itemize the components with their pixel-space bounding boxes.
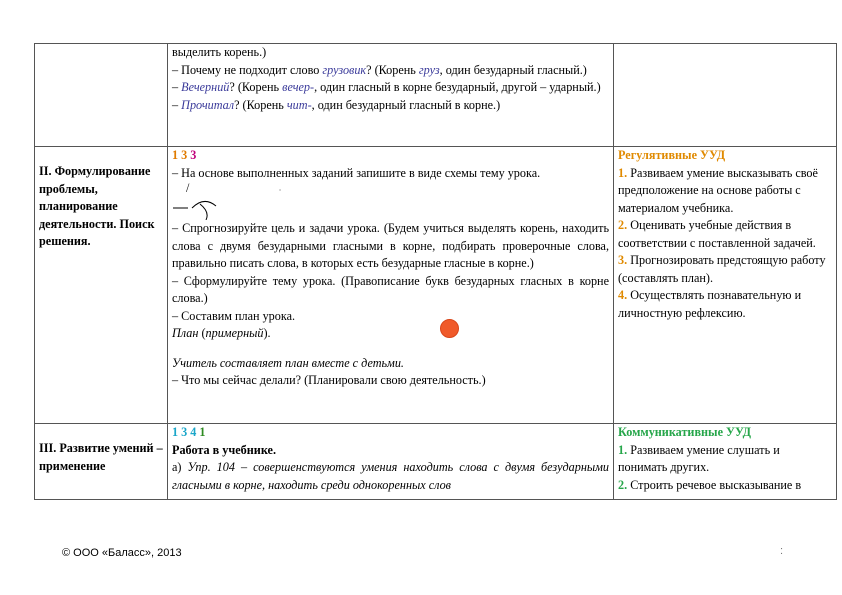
- task-text: – Спрогнозируйте цель и задачи урока. (Будем учиться выделять корень, находить слова с двумя безударными гласными в корне, подбирать проверочные слова, правильно писать слова, в которых есть безударные гласные в корне.): [172, 221, 609, 270]
- task-text: а) Упр. 104 – совершенствуются умения находить слова с двумя безударными гласными в корне, находить среди однокоренных слов: [172, 460, 610, 492]
- uud-item: 1. Развиваем умение слушать и понимать других.: [618, 442, 780, 474]
- root-scheme: [172, 182, 609, 220]
- stage-cell: [35, 147, 168, 424]
- uud-title: Регулятивные УУД: [618, 148, 726, 162]
- text-line: – Почему не подходит слово грузовик? (Корень груз, один безударный гласный.): [172, 62, 587, 77]
- content-cell: [168, 44, 614, 147]
- scheme-slash: /: [186, 181, 190, 195]
- text-line: – Прочитал? (Корень чит-, один безударный гласный в корне.): [172, 97, 501, 112]
- table-row: [35, 147, 837, 424]
- footer-copyright: © ООО «Баласс», 2013: [62, 547, 182, 559]
- uud-cell: [614, 44, 837, 147]
- slide-numbers: 1 3 4 1: [172, 425, 206, 439]
- uud-cell: [614, 147, 837, 424]
- task-text: – Что мы сейчас делали? (Планировали свою деятельность.): [172, 373, 486, 387]
- footer-mark: :: [780, 545, 784, 557]
- table-row: [35, 424, 837, 500]
- stage-title: II. Формулирование проблемы, планирование деятельности. Поиск решения.: [39, 164, 155, 248]
- section-title: Работа в учебнике.: [172, 442, 276, 457]
- uud-item: 3. Прогнозировать предстоящую работу (составлять план).: [618, 253, 826, 285]
- teacher-note: Учитель составляет план вместе с детьми.: [172, 355, 404, 370]
- uud-item: 2. Строить речевое высказывание в: [618, 477, 802, 492]
- slide-numbers: 1 3 3: [172, 148, 197, 162]
- uud-item: 2. Оценивать учебные действия в соответствии с поставленной задачей.: [618, 218, 816, 250]
- scheme-tick: ˈ: [278, 187, 283, 201]
- content-cell: [168, 424, 614, 500]
- task-text: – На основе выполненных заданий запишите в виде схемы тему урока.: [172, 165, 541, 180]
- marker-circle-icon: [440, 319, 459, 338]
- arc-icon: [172, 194, 232, 220]
- stage-cell: [35, 44, 168, 147]
- lesson-table: [34, 43, 837, 500]
- uud-item: 4. Осуществлять познавательную и личностную рефлексию.: [618, 288, 802, 320]
- text-line: выделить корень.): [172, 45, 267, 59]
- uud-title: Коммуникативные УУД: [618, 425, 752, 439]
- task-text: – Сформулируйте тему урока. (Правописание букв безударных гласных в корне слова.): [172, 273, 609, 305]
- plan-line: План (примерный).: [172, 325, 609, 343]
- text-line: – Вечерний? (Корень вечер-, один гласный в корне безударный, другой – ударный.): [172, 80, 601, 94]
- task-text: – Составим план урока.: [172, 308, 296, 323]
- content-cell: [168, 147, 614, 424]
- table-row: [35, 44, 837, 147]
- stage-cell: [35, 424, 168, 500]
- uud-item: 1. Развиваем умение высказывать своё предположение на основе работы с материалом учебника.: [618, 165, 818, 215]
- uud-cell: [614, 424, 837, 500]
- stage-title: III. Развитие умений – применение: [39, 441, 163, 473]
